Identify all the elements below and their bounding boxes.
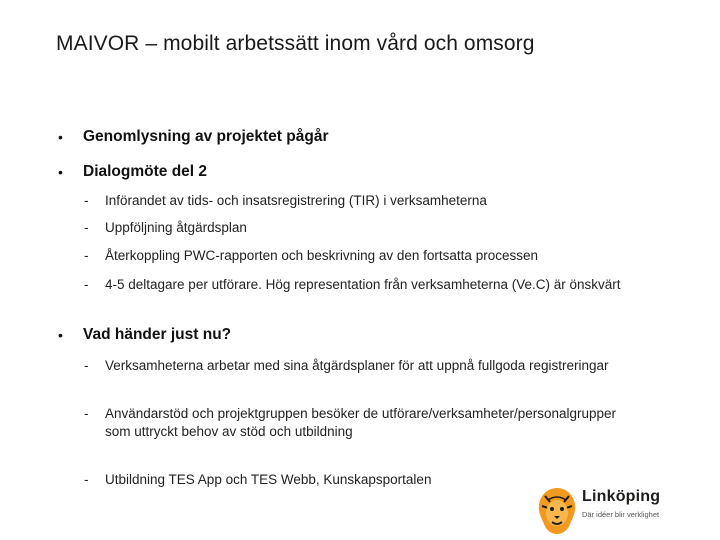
sub-text: Införandet av tids- och insatsregistrering (TIR) i verksamheterna — [105, 193, 487, 208]
dash-mark: - — [84, 472, 89, 487]
dash-mark: - — [84, 220, 89, 235]
linkoping-logo — [536, 486, 686, 536]
sub-text: Utbildning TES App och TES Webb, Kunskapsportalen — [105, 472, 432, 487]
logo-name: Linköping — [582, 488, 661, 505]
bullet-mark: • — [58, 327, 63, 343]
sub-text: Användarstöd och projektgruppen besöker de utförare/verksamheter/personalgrupper som uttryckt behov av stöd och utbildning — [105, 406, 617, 439]
sub-text: Uppföljning åtgärdsplan — [105, 220, 247, 235]
sub-text: 4-5 deltagare per utförare. Hög representation från verksamheterna (Ve.C) är önskvärt — [105, 277, 621, 292]
bullet-mark: • — [58, 129, 63, 145]
slide-title: MAIVOR – mobilt arbetssätt inom vård och omsorg — [56, 32, 535, 55]
lion-head-icon — [536, 486, 578, 536]
dash-mark: - — [84, 277, 89, 292]
logo-tagline: Där idéer blir verklighet — [582, 510, 660, 519]
dash-mark: - — [84, 406, 89, 421]
dash-mark: - — [84, 193, 89, 208]
bullet-mark: • — [58, 164, 63, 180]
sub-text: Verksamheterna arbetar med sina åtgärdsplaner för att uppnå fullgoda registreringar — [105, 358, 609, 373]
bullet-text: Vad händer just nu? — [83, 326, 232, 343]
sub-text: Återkoppling PWC-rapporten och beskrivning av den fortsatta processen — [105, 248, 538, 263]
bullet-text: Dialogmöte del 2 — [83, 163, 208, 180]
dash-mark: - — [84, 358, 89, 373]
bullet-text: Genomlysning av projektet pågår — [83, 128, 329, 145]
dash-mark: - — [84, 248, 89, 263]
